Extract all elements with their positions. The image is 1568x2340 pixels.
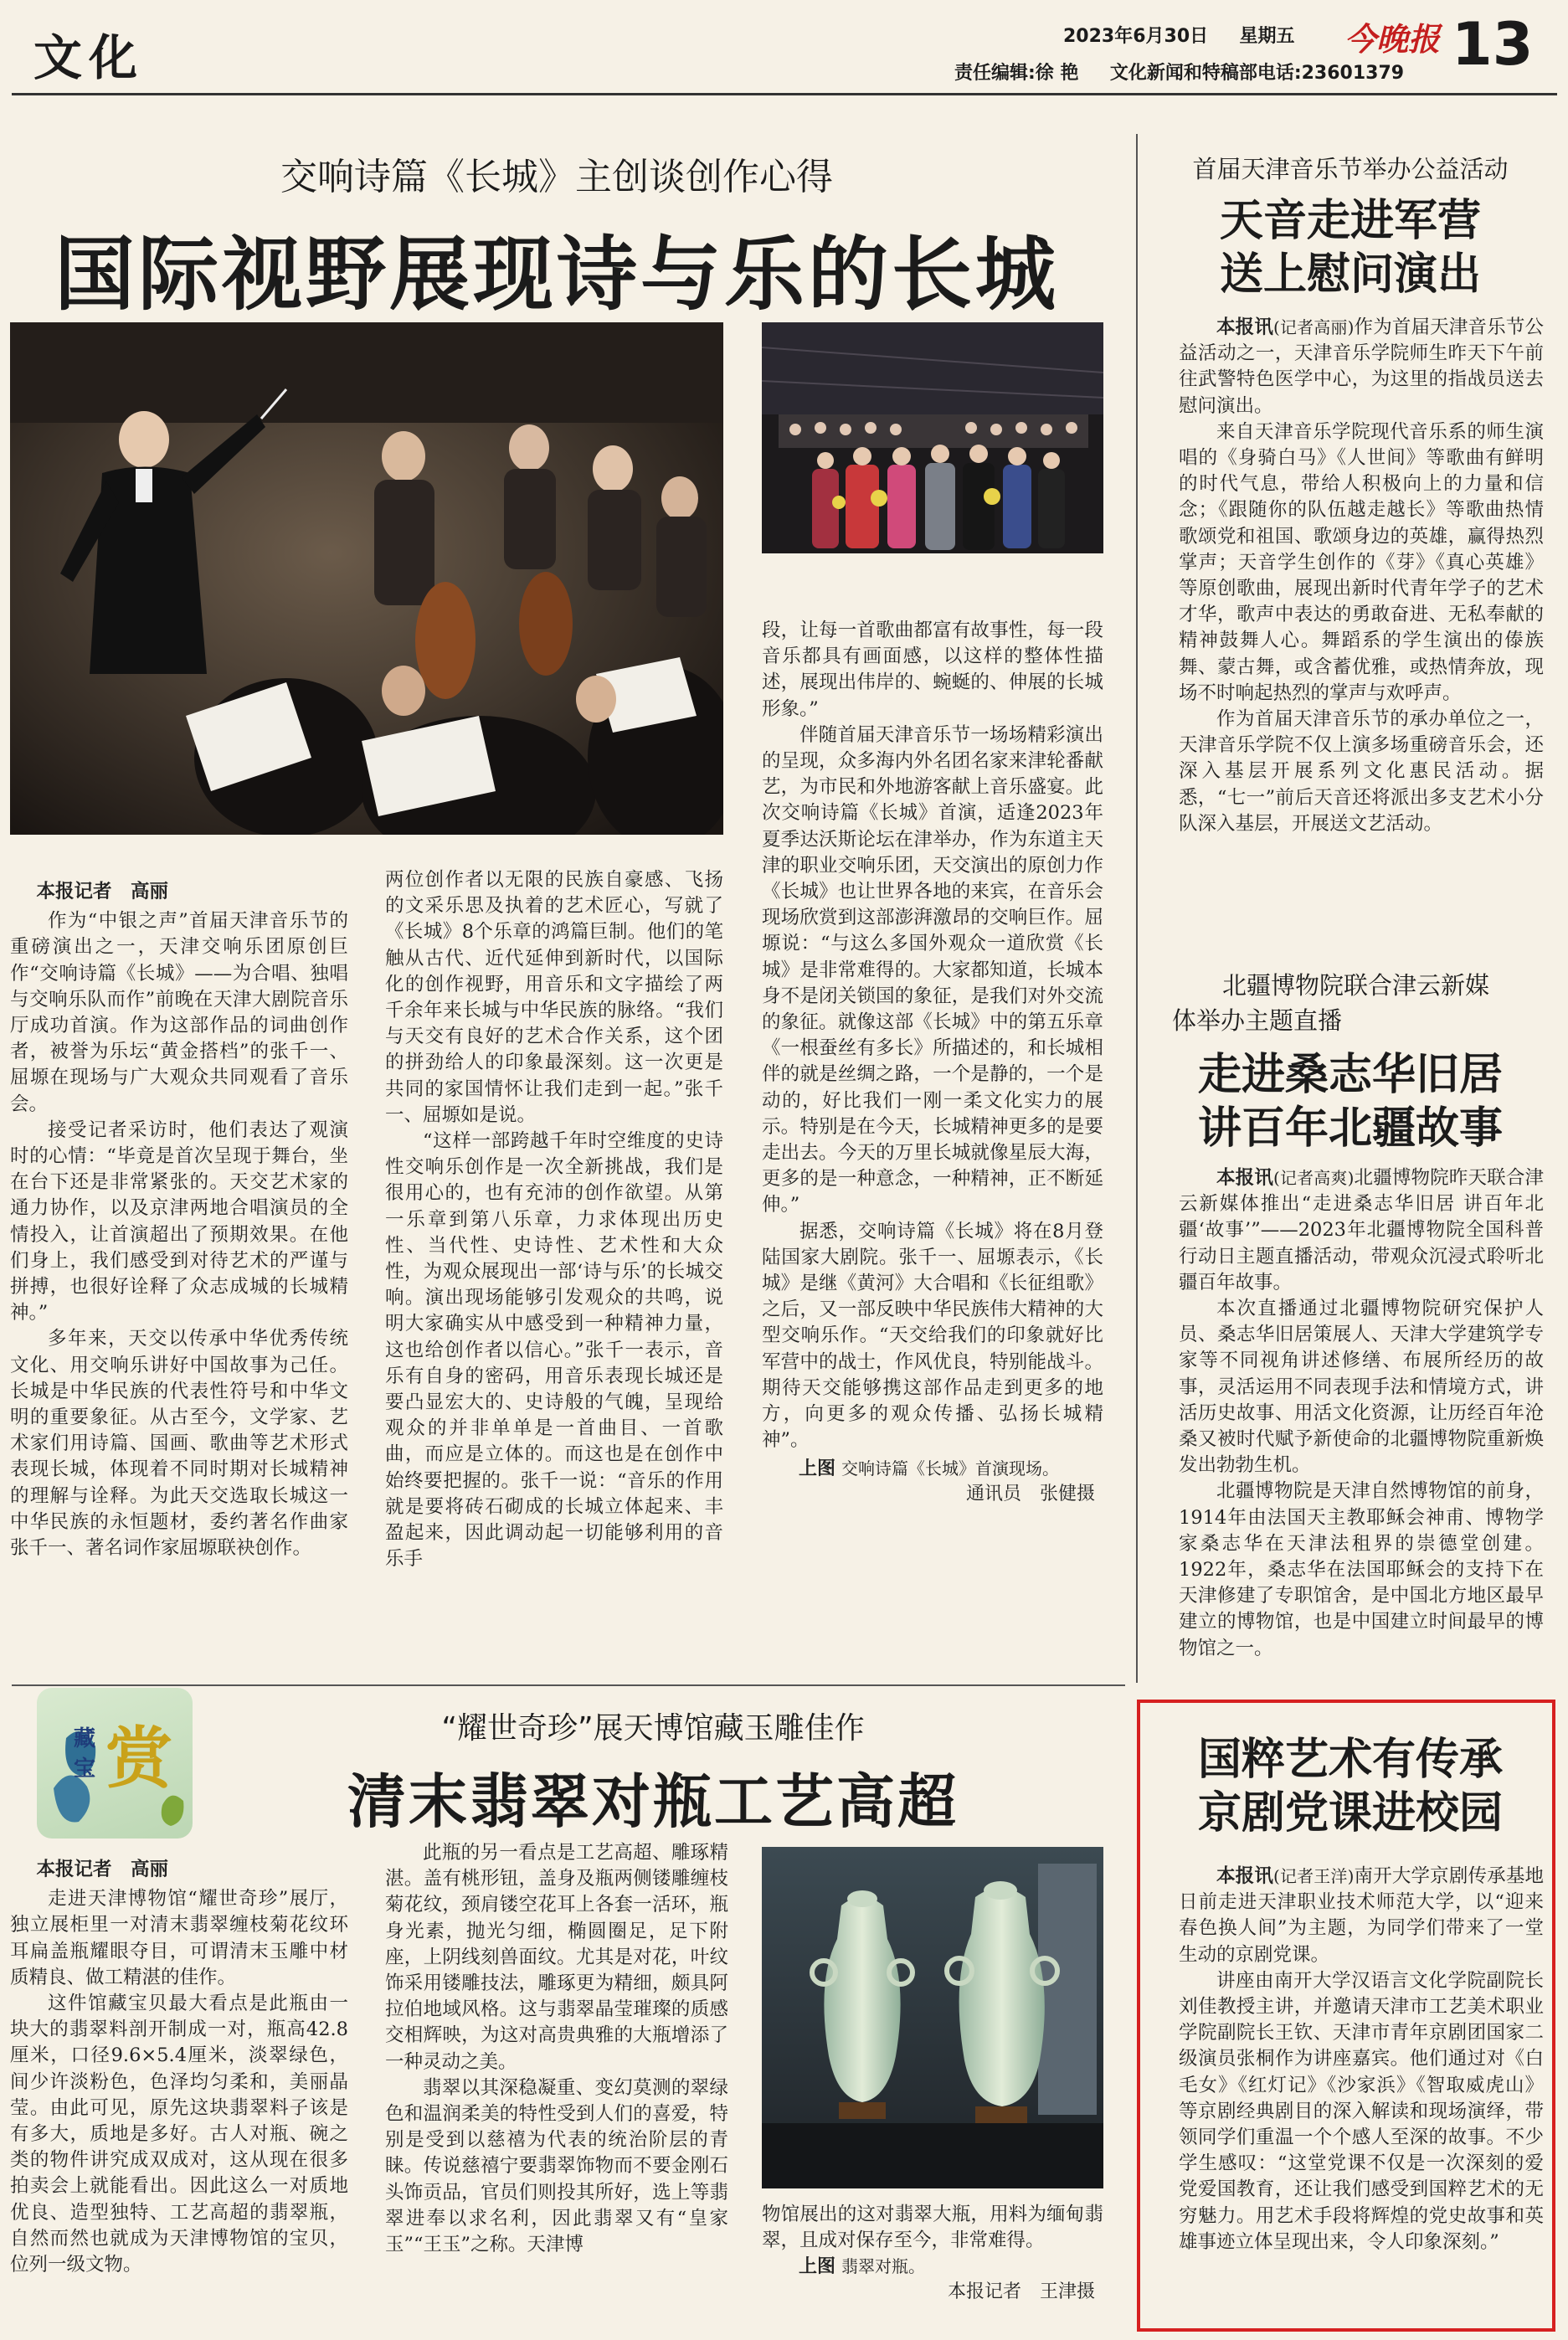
right-mid-body	[1179, 1165, 1544, 1662]
column-divider	[1136, 134, 1138, 1683]
lead-label: 本报讯	[1216, 1167, 1273, 1189]
desk-hotline: 文化新闻和特稿部电话:23601379	[1109, 63, 1405, 84]
section-title: 文化	[33, 29, 145, 86]
right-top-kicker: 首届天津音乐节举办公益活动	[1192, 155, 1509, 183]
bottom-col-3	[762, 2202, 1103, 2305]
right-bottom-headline	[1154, 1733, 1547, 1840]
paragraph	[1179, 1165, 1544, 1296]
headline-line: 天音走进军营	[1219, 195, 1481, 246]
paragraph: 两位创作者以无限的民族自豪感、飞扬的文采乐思及执着的艺术匠心，写就了《长城》8个乐章的鸿篇巨制。他们的笔触从古代、近代延伸到新时代，以国际化的创作视野，用音乐和文字描绘了两千余年来长城与中华民族的脉络。“我们与天交有良好的艺术合作关系，这个团的拼劲给人的印象最深刻。这一次更是共同的家国情怀让我们走到一起。”张千一、屈塬如是说。	[385, 869, 723, 1126]
bottom-headline: 清末翡翠对瓶工艺高超	[347, 1767, 959, 1836]
right-mid-headline	[1154, 1048, 1547, 1155]
lead-reporter: (记者高爽)	[1272, 1168, 1355, 1188]
lead-text: 南开大学京剧传承基地日前走进天津职业技术师范大学，以“迎来春色换人间”为主题，为同学们带来了一堂生动的京剧党课。	[1179, 1865, 1544, 1966]
caption-text: 翡翠对瓶。	[841, 2256, 926, 2277]
issue-date: 2023年6月30日	[1063, 26, 1209, 47]
editor-credit: 责任编辑:徐 艳	[954, 63, 1079, 84]
badge-small-char: 藏	[74, 1726, 96, 1751]
collection-badge	[37, 1688, 193, 1839]
bottom-byline: 本报记者 高丽	[36, 1859, 169, 1880]
lead-label: 本报讯	[1216, 1865, 1273, 1887]
page-number: 13	[1452, 10, 1534, 79]
curtain-call-photo	[762, 322, 1103, 553]
main-col-3	[762, 618, 1103, 1507]
right-top-body	[1179, 315, 1544, 837]
bottom-col-2	[385, 1840, 728, 2258]
page-header	[0, 0, 1568, 94]
paper-logo: 今晚报	[1344, 20, 1441, 58]
main-col-1	[10, 879, 348, 1561]
headline-line: 京剧党课进校园	[1197, 1787, 1503, 1839]
paragraph	[1179, 1864, 1544, 1968]
header-rule	[12, 93, 1557, 95]
right-mid-kicker	[1172, 968, 1545, 1038]
main-photo-caption	[762, 1456, 1103, 1482]
paragraph: 这件馆藏宝贝最大看点是此瓶由一块大的翡翠料剖开制成一对，瓶高42.8厘米，口径9.6×5.4厘米，淡翠绿色，间少许淡粉色，色泽均匀柔和，美丽晶莹。由此可见，原先这块翡翠料子该是有多大，质地是多好。古人对瓶、碗之类的物件讲究成双成对，这从现在很多拍卖会上就能看出。因此这么一对质地优良、造型独特、工艺高超的翡翠瓶，自然而然也就成为天津博物馆的宝贝，位列一级文物。	[10, 1993, 348, 2276]
paragraph: 接受记者采访时，他们表达了观演时的心情：“毕竟是首次呈现于舞台，坐在台下还是非常紧张的。天交艺术家的通力协作，以及京津两地合唱演员的全情投入，让首演超出了预期效果。在他们身上，我们感受到对待艺术的严谨与拼搏，也很好诠释了众志成城的长城精神。”	[10, 1119, 348, 1324]
caption-label: 上图	[799, 1457, 836, 1479]
paragraph: 段，让每一首歌曲都富有故事性，每一段音乐都具有画面感，以这样的整体性描述，展现出伟岸的、蜿蜒的、伸展的长城形象。”	[762, 620, 1103, 720]
vase-photo-credit: 本报记者 王津摄	[947, 2281, 1095, 2303]
lead-reporter: (记者王洋)	[1272, 1866, 1355, 1886]
paragraph: 北疆博物院是天津自然博物馆的前身，1914年由法国天主教耶稣会神甫、博物学家桑志华在天津法租界的崇德堂创建。1922年，桑志华在法国耶稣会的支持下在天津修建了专职馆舍，是中国北方地区最早建立的博物馆，也是中国建立时间最早的博物馆之一。	[1179, 1480, 1544, 1659]
main-headline: 国际视野展现诗与乐的长城	[54, 228, 1059, 321]
bottom-kicker: “耀世奇珍”展天博馆藏玉雕佳作	[441, 1711, 865, 1746]
paragraph: 伴随首届天津音乐节一场场精彩演出的呈现，众多海内外名团名家来津轮番献艺，为市民和外地游客献上音乐盛宴。此次交响诗篇《长城》首演，适逢2023年夏季达沃斯论坛在津举办，作为东道主天津的职业交响乐团，天交演出的原创力作《长城》也让世界各地的来宾，在音乐会现场欣赏到这部澎湃激昂的交响巨作。屈塬说：“与这么多国外观众一道欣赏《长城》是非常难得的。大家都知道，长城本身不是闭关锁国的象征，是我们对外交流的象征。就像这部《长城》中的第五乐章《一根蚕丝有多长》所描述的，和长城相伴的就是丝绸之路，一个是静的，一个是动的，好比我们一刚一柔文化实力的展示。特别是在今天，长城精神更多的是要走出去。今天的万里长城就像星辰大海，更多的是一种意念，一种精神，正不断延伸。”	[762, 723, 1103, 1216]
headline-line: 走进桑志华旧居	[1197, 1049, 1503, 1100]
main-photo-credit: 通讯员 张健摄	[965, 1483, 1095, 1504]
paragraph: 来自天津音乐学院现代音乐系的师生演唱的《身骑白马》《人世间》等歌曲有鲜明的时代气息，带给人积极向上的力量和信念；《跟随你的队伍越走越长》等歌曲热情歌颂党和祖国、歌颂身边的英雄，赢得热烈掌声；天音学生创作的《芽》《真心英雄》等原创歌曲，展现出新时代青年学子的艺术才华，歌声中表达的勇敢奋进、无私奉献的精神鼓舞人心。舞蹈系的学生演出的傣族舞、蒙古舞，或含蓄优雅，或热情奔放，现场不时响起热烈的掌声与欢呼声。	[1179, 420, 1544, 704]
right-top-headline	[1154, 194, 1547, 301]
paragraph: 本次直播通过北疆博物院研究保护人员、桑志华旧居策展人、天津大学建筑学专家等不同视角讲述修缮、布展所经历的故事，灵活运用不同表现手法和情境方式，讲活历史故事、用活文化资源，让历经百年沧桑又被时代赋予新使命的北疆博物院重新焕发出勃勃生机。	[1179, 1298, 1544, 1477]
main-col-2	[385, 867, 723, 1572]
paragraph: 作为首届天津音乐节的承办单位之一，天津音乐学院不仅上演多场重磅音乐会，还深入基层开展系列文化惠民活动。据悉，“七一”前后天音还将派出多支艺术小分队深入基层，开展送文艺活动。	[1179, 708, 1544, 835]
paragraph: 物馆展出的这对翡翠大瓶，用料为缅甸翡翠，且成对保存至今，非常难得。	[762, 2204, 1103, 2252]
headline-line: 国粹艺术有传承	[1197, 1734, 1503, 1785]
jade-vase-photo	[762, 1847, 1103, 2188]
headline-line: 送上慰问演出	[1219, 249, 1481, 300]
lead-text: 作为首届天津音乐节公益活动之一，天津音乐学院师生昨天下午前往武警特色医学中心，为这里的指战员送去慰问演出。	[1179, 316, 1544, 417]
main-kicker: 交响诗篇《长城》主创谈创作心得	[280, 156, 833, 198]
caption-text: 交响诗篇《长城》首演现场。	[841, 1458, 1060, 1479]
lead-reporter: (记者高丽)	[1272, 317, 1355, 337]
paragraph: 走进天津博物馆“耀世奇珍”展厅，独立展柜里一对清末翡翠缠枝菊花纹环耳扁盖瓶耀眼夺目，可谓清末玉雕中材质精良、做工精湛的佳作。	[10, 1888, 348, 1988]
kicker-line: 北疆博物院联合津云新媒	[1222, 971, 1490, 1000]
headline-line: 讲百年北疆故事	[1197, 1103, 1503, 1154]
paragraph: 据悉，交响诗篇《长城》将在8月登陆国家大剧院。张千一、屈塬表示，《长城》是继《黄河》大合唱和《长征组歌》之后，又一部反映中华民族伟大精神的大型交响乐作。“天交给我们的印象就好比军营中的战士，作风优良，特别能战斗。期待天交能够携这部作品走到更多的地方，向更多的观众传播、弘扬长城精神”。	[762, 1220, 1103, 1452]
caption-label: 上图	[799, 2255, 836, 2278]
paragraph: 讲座由南开大学汉语言文化学院副院长刘佳教授主讲，并邀请天津市工艺美术职业学院副院长王钦、天津市青年京剧团国家二级演员张桐作为讲座嘉宾。他们通过对《白毛女》《红灯记》《沙家浜》《智取威虎山》等京剧经典剧目的深入解读和现场演绎，带领同学们重温一个个感人至深的故事。不少学生感叹：“这堂党课不仅是一次深刻的爱党爱国教育，还让我们感受到国粹艺术的无穷魅力。用艺术手段将辉煌的党史故事和英雄事迹立体呈现出来，令人印象深刻。”	[1179, 1969, 1544, 2253]
paragraph: 作为“中银之声”首届天津音乐节的重磅演出之一，天津交响乐团原创巨作“交响诗篇《长城》——为合唱、独唱与交响乐队而作”前晚在天津大剧院音乐厅成功首演。作为这部作品的词曲创作者，被誉为乐坛“黄金搭档”的张千一、屈塬在现场与广大观众共同观看了音乐会。	[10, 910, 348, 1115]
badge-char: 赏	[105, 1719, 172, 1797]
bottom-col-1	[10, 1857, 348, 2278]
issue-weekday: 星期五	[1239, 26, 1295, 47]
paragraph: 多年来，天交以传承中华优秀传统文化、用交响乐讲好中国故事为己任。长城是中华民族的代表性符号和中华文明的重要象征。从古至今，文学家、艺术家们用诗篇、国画、歌曲等艺术形式表现长城，体现着不同时期对长城精神的理解与诠释。为此天交选取长城这一中华民族的永恒题材，委约著名作曲家张千一、著名词作家屈塬联袂创作。	[10, 1328, 348, 1560]
vase-photo-caption	[762, 2254, 1103, 2280]
main-byline: 本报记者 高丽	[36, 881, 169, 903]
paragraph: “这样一部跨越千年时空维度的史诗性交响乐创作是一次全新挑战，我们是很用心的，也有充沛的创作欲望。从第一乐章到第八乐章，力求体现出历史性、当代性、史诗性、艺术性和大众性，为观众展现出一部‘诗与乐’的长城交响。演出现场能够引发观众的共鸣，说明大家确实从中感受到一种精神力量，这也给创作者以信心。”张千一表示，音乐有自身的密码，用音乐表现长城还是要凸显宏大的、史诗般的气魄，呈现给观众的并非单单是一首曲目、一首歌曲，而应是立体的。而这也是在创作中始终要把握的。张千一说：“音乐的作用就是要将砖石砌成的长城立体起来、丰盈起来，因此调动起一切能够利用的音乐手	[385, 1130, 723, 1571]
kicker-line: 体举办主题直播	[1172, 1006, 1343, 1035]
paragraph: 此瓶的另一看点是工艺高超、雕琢精湛。盖有桃形钮，盖身及瓶两侧镂雕缠枝菊花纹，颈肩镂空花耳上各套一活环，瓶身光素，抛光匀细，椭圆圈足，足下附座，上阴线刻兽面纹。尤其是对花，叶纹饰采用镂雕技法，雕琢更为精细，颇具阿拉伯地域风格。这与翡翠晶莹璀璨的质感交相辉映，为这对高贵典雅的大瓶增添了一种灵动之美。	[385, 1842, 728, 2073]
lead-label: 本报讯	[1216, 316, 1273, 338]
right-bottom-body	[1179, 1864, 1544, 2255]
paragraph: 翡翠以其深稳凝重、变幻莫测的翠绿色和温润柔美的特性受到人们的喜爱，特别是受到以慈禧为代表的统治阶层的青睐。传说慈禧宁要翡翠饰物而不要金刚石头饰贡品，官员们则投其所好，选上等翡翠进奉以求名利，因此翡翠又有“皇家玉”“王玉”之称。天津博	[385, 2076, 728, 2256]
lead-text: 北疆博物院昨天联合津云新媒体推出“走进桑志华旧居 讲百年北疆‘故事’”——2023年北疆博物院全国科普行动日主题直播活动，带观众沉浸式聆听北疆百年故事。	[1179, 1167, 1544, 1293]
paragraph	[1179, 315, 1544, 419]
bottom-section-rule	[12, 1684, 1125, 1686]
concert-photo	[10, 322, 723, 835]
badge-small-char: 宝	[74, 1756, 96, 1782]
